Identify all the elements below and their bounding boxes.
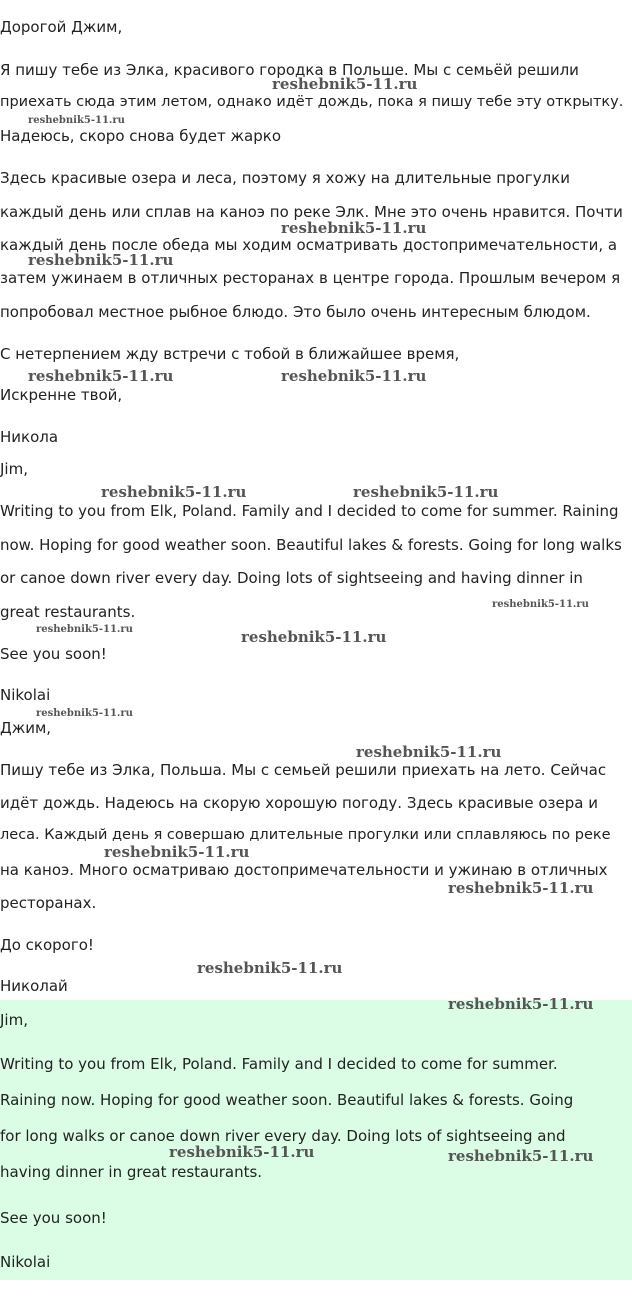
- letter-line: каждый день после обеда мы ходим осматривать достопримечательности, а: [0, 236, 618, 254]
- note-line: for long walks or canoe down river every day. Doing lots of sightseeing and: [0, 1127, 566, 1145]
- watermark: reshebnik5-11.ru: [272, 75, 418, 93]
- note-line: До скорого!: [0, 936, 94, 954]
- note-line: Writing to you from Elk, Poland. Family and I decided to come for summer. Raining: [0, 502, 619, 520]
- signature: Николай: [0, 977, 68, 995]
- watermark: reshebnik5-11.ru: [101, 483, 247, 501]
- watermark: reshebnik5-11.ru: [281, 219, 427, 237]
- watermark: reshebnik5-11.ru: [448, 1147, 594, 1165]
- signature: Никола: [0, 428, 59, 446]
- note-line: леса. Каждый день я совершаю длительные прогулки или сплавляюсь по реке: [0, 827, 611, 843]
- note-line: See you soon!: [0, 1209, 107, 1227]
- letter-line: затем ужинаем в отличных ресторанах в центре города. Прошлым вечером я: [0, 269, 621, 287]
- watermark: reshebnik5-11.ru: [28, 367, 174, 385]
- note-line: Jim,: [0, 460, 28, 478]
- watermark: reshebnik5-11.ru: [169, 1143, 315, 1161]
- note-line: now. Hoping for good weather soon. Beautiful lakes & forests. Going for long walks: [0, 536, 622, 554]
- watermark: reshebnik5-11.ru: [492, 599, 589, 610]
- note-line: having dinner in great restaurants.: [0, 1163, 263, 1181]
- letter-line: приехать сюда этим летом, однако идёт дождь, пока я пишу тебе эту открытку.: [0, 94, 624, 110]
- signature: Nikolai: [0, 686, 51, 704]
- letter-line: попробовал местное рыбное блюдо. Это было очень интересным блюдом.: [0, 303, 591, 321]
- watermark: reshebnik5-11.ru: [36, 624, 133, 635]
- watermark: reshebnik5-11.ru: [356, 743, 502, 761]
- note-line: на каноэ. Много осматриваю достопримечательности и ужинаю в отличных: [0, 861, 608, 879]
- watermark: reshebnik5-11.ru: [353, 483, 499, 501]
- watermark: reshebnik5-11.ru: [241, 628, 387, 646]
- note-line: Пишу тебе из Элка, Польша. Мы с семьей решили приехать на лето. Сейчас: [0, 761, 607, 779]
- signature: Nikolai: [0, 1253, 51, 1271]
- watermark: reshebnik5-11.ru: [281, 367, 427, 385]
- note-line: Raining now. Hoping for good weather soon. Beautiful lakes & forests. Going: [0, 1091, 574, 1109]
- letter-line: С нетерпением жду встречи с тобой в ближайшее время,: [0, 345, 460, 363]
- note-line: or canoe down river every day. Doing lots of sightseeing and having dinner in: [0, 569, 583, 587]
- note-line: Джим,: [0, 719, 52, 737]
- watermark: reshebnik5-11.ru: [104, 843, 250, 861]
- note-line: Writing to you from Elk, Poland. Family and I decided to come for summer.: [0, 1055, 558, 1073]
- letter-line: Искренне твой,: [0, 386, 123, 404]
- watermark: reshebnik5-11.ru: [28, 115, 125, 126]
- watermark: reshebnik5-11.ru: [448, 879, 594, 897]
- greeting: Дорогой Джим,: [0, 18, 123, 36]
- note-line: See you soon!: [0, 645, 107, 663]
- letter-line: Надеюсь, скоро снова будет жарко: [0, 127, 282, 145]
- letter-line: Здесь красивые озера и леса, поэтому я хожу на длительные прогулки: [0, 169, 570, 187]
- letter-line: Я пишу тебе из Элка, красивого городка в Польше. Мы с семьёй решили: [0, 61, 579, 79]
- note-line: идёт дождь. Надеюсь на скорую хорошую погоду. Здесь красивые озера и: [0, 794, 598, 812]
- watermark: reshebnik5-11.ru: [197, 959, 343, 977]
- watermark: reshebnik5-11.ru: [448, 995, 594, 1013]
- note-line: great restaurants.: [0, 603, 136, 621]
- note-line: Jim,: [0, 1011, 28, 1029]
- note-line: ресторанах.: [0, 894, 97, 912]
- watermark: reshebnik5-11.ru: [36, 708, 133, 719]
- letter-line: каждый день или сплав на каноэ по реке Элк. Мне это очень нравится. Почти: [0, 203, 623, 221]
- watermark: reshebnik5-11.ru: [28, 251, 174, 269]
